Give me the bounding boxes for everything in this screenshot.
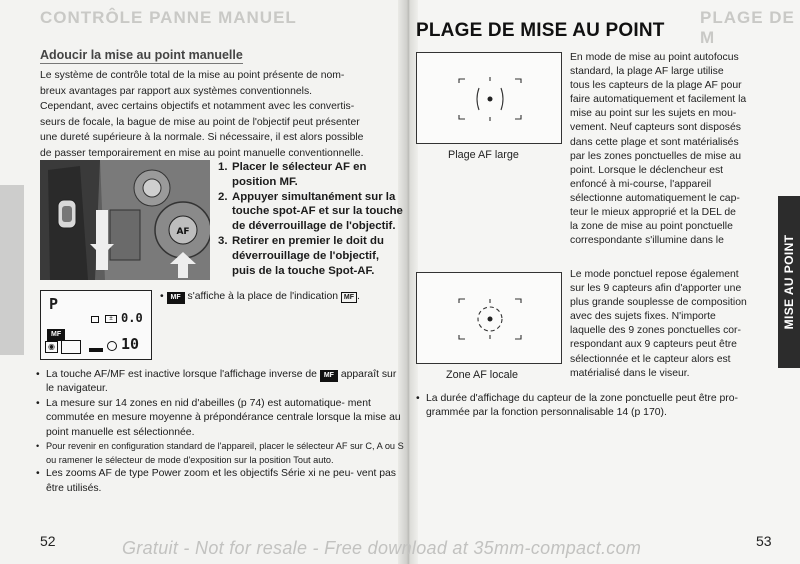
lcd-battery-icon [89,348,103,352]
paragraph-line: mise au point sur les sujets en mou- [570,108,737,120]
step-line: position MF. [232,175,298,188]
step-line: déverrouillage de l'objectif, [232,249,380,262]
paragraph-line: faire automatiquement et facilement la [570,94,747,106]
intro-paragraph [40,68,400,162]
paragraph-line: enfoncé à mi-course, l'appareil [570,178,712,190]
af-wide-frame-diagram [416,52,562,144]
step-line: puis de la touche Spot-AF. [232,264,375,277]
step-line: Placer le sélecteur AF en [232,161,367,173]
local-af-paragraph [570,268,775,381]
paragraph-line: la zone de mise au point ponctuelle [570,221,733,233]
steps-list [218,160,404,278]
section-heading: Adoucir la mise au point manuelle [40,48,243,62]
paragraph-line: correspondante s'illumine dans le [570,235,724,247]
right-bullet-list [416,392,776,421]
bullet-text: apparaît sur le navigateur. [46,369,397,395]
step-item [218,160,404,190]
paragraph-line: matérialisé dans le viseur. [570,367,690,379]
ghost-title-right: PLAGE DE M [700,8,795,47]
page-title: PLAGE DE MISE AU POINT [416,20,665,41]
bullet-text: La touche AF/MF est inactive lorsque l'affichage inverse de [46,369,317,380]
mf-badge: MF [320,370,338,382]
ghost-title-left: CONTRÔLE PANNE MANUEL [40,8,297,27]
step-line: Retirer en premier le doit du [232,234,384,247]
step-line: de déverrouillage de l'objectif. [232,220,396,233]
step-line: Appuyer simultanément sur la [232,190,396,203]
paragraph-line: plus grande souplesse de composition [570,297,747,309]
lcd-metering-icon: ◉ [45,341,58,353]
paragraph-line: par les zones ponctuelles de mise au [570,150,741,162]
frame-caption-wide: Plage AF large [448,149,519,161]
camera-illustration [40,160,210,280]
bullet-item: • Les zooms AF de type Power zoom et les objectifs Série xi ne peu- vent pas être utilisés. [36,467,404,496]
side-tab-label: MISE AU POINT [782,234,796,330]
intro-line: breux avantages par rapport aux systèmes conventionnels. [40,85,313,97]
bullet-item: • La durée d'affichage du capteur de la zone ponctuelle peut être pro- grammée par la fonction personnalisable 14 (p 170). [416,392,776,421]
mf-badge: MF [167,292,185,304]
paragraph-line: teur le mieux approprié et la DEL de [570,207,736,219]
intro-line: Cependant, avec certains objectifs et notamment avec les convertis- [40,101,355,113]
lcd-film-icon [107,341,117,351]
paragraph-line: En mode de mise au point autofocus [570,52,739,63]
paragraph-line: standard, la plage AF large utilise [570,66,724,78]
paragraph-line: sélectionnée et le capteur alors est [570,353,731,365]
step-item [218,190,404,234]
step-item [218,234,404,278]
paragraph-line: vement. Neuf capteurs sont disposés [570,122,741,134]
paragraph-line: Le mode ponctuel repose également [570,269,739,280]
paragraph-line: avec des sujets fixes. N'importe [570,311,716,323]
step-line: touche spot-AF et sur la touche [232,205,403,218]
intro-line: seurs de focale, la bague de mise au point de l'objectif peut présenter [40,116,360,128]
lcd-frame-counter: 10 [121,335,140,353]
lcd-exp-comp-value: 0.0 [121,311,143,325]
section-side-tab [778,196,800,368]
wide-af-paragraph [570,51,775,248]
step-number: 3. [218,234,228,247]
left-side-tab-ghost [0,185,24,355]
intro-line: Le système de contrôle total de la mise au point présente de nom- [40,70,345,81]
paragraph-line: dans cette plage et sont matérialisés [570,136,739,148]
bullet-item: • Pour revenir en configuration standard de l'appareil, placer le sélecteur AF sur C, A ou S ou ramener le sélecteur de mode d'exposition sur la position Tout auto. [36,440,404,467]
left-bullet-list [36,368,404,496]
af-button-label: AF [176,227,190,237]
paragraph-line: sélectionne automatiquement le cap- [570,192,740,204]
paragraph-line: sur les 9 capteurs afin d'apporter une [570,283,742,295]
paragraph-line: laquelle des 9 zones ponctuelles cor- [570,325,741,337]
intro-line: de passer temporairement en mise au point manuelle conventionnelle. [40,147,364,159]
step-number: 1. [218,161,228,173]
step-number: 2. [218,190,228,203]
paragraph-line: point. Lorsque le déclencheur est [570,164,724,176]
bullet-item: • La mesure sur 14 zones en nid d'abeilles (p 74) est automatique- ment commutée en mesure moyenne à prépondérance centrale lorsque la mise au point manuelle est sélectionnée. [36,397,404,440]
frame-caption-local: Zone AF locale [446,369,519,381]
lcd-note: • MF s'affiche à la place de l'indication MF . [160,291,360,302]
page-number-right: 53 [756,533,772,549]
af-local-viewfinder [417,273,563,365]
af-wide-viewfinder [417,53,563,145]
lcd-mf-badge: MF [47,329,65,341]
lcd-exp-comp-icon: ± [105,315,117,323]
af-local-frame-diagram [416,272,562,364]
intro-line: une dureté supérieure à la normale. Si nécessaire, il est alors possible [40,132,364,144]
footer-watermark: Gratuit - Not for resale - Free download at 35mm-compact.com [122,538,642,558]
mf-outline-badge: MF [341,292,357,303]
lcd-af-frame-icon [61,340,81,354]
lcd-square-icon [91,316,99,323]
bullet-item [36,368,404,397]
lcd-panel-illustration [40,290,152,360]
camera-photo [40,160,210,280]
paragraph-line: tous les capteurs de la plage AF pour [570,80,742,92]
lcd-note-text: s'affiche à la place de l'indication [187,291,339,302]
page-number-left: 52 [40,533,56,549]
lcd-mode: P [49,295,59,313]
paragraph-line: respondant aux 9 capteurs peut être [570,339,737,351]
